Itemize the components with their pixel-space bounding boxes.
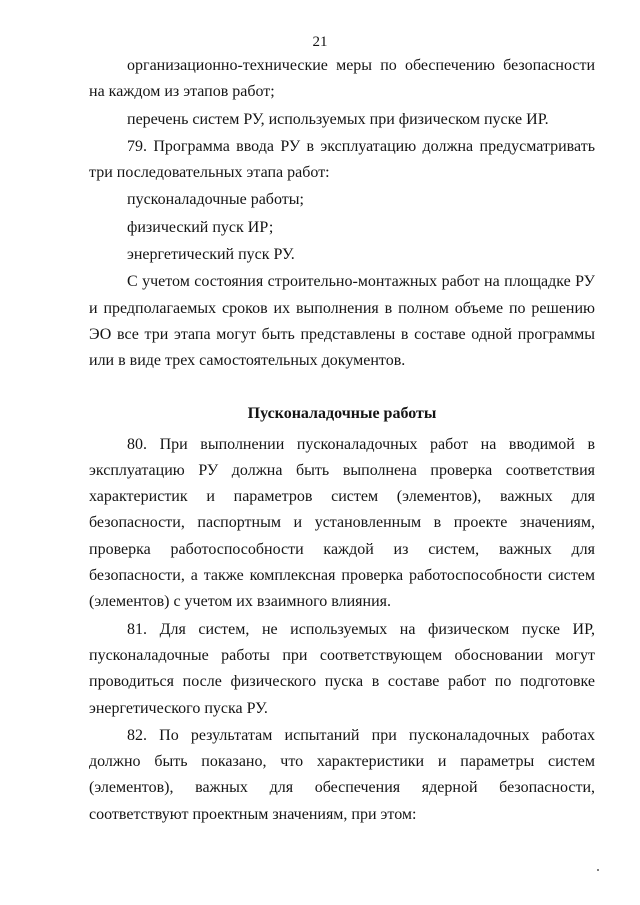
paragraph-81: 81. Для систем, не используемых на физическом пуске ИР, пусконаладочные работы при соответствующем обосновании могут проводиться после физического пуска в составе работ по подготовке энергетического пуска РУ. — [89, 620, 595, 717]
list-item-commissioning: пусконаладочные работы; — [127, 191, 304, 209]
list-item-physical-startup: физический пуск ИР; — [127, 218, 274, 236]
paragraph-measures-continuation: на каждом из этапов работ; — [89, 83, 275, 101]
scan-speck — [597, 869, 599, 871]
list-item-power-startup: энергетический пуск РУ. — [127, 246, 295, 264]
paragraph-systems-list: перечень систем РУ, используемых при физическом пуске ИР. — [127, 110, 549, 128]
page-number: 21 — [312, 34, 328, 50]
paragraph-82: 82. По результатам испытаний при пусконаладочных работах должно быть показано, что характеристики и параметры систем (элементов), важных для обеспечения ядерной безопасности, соответствуют проектным значениям, при этом: — [89, 726, 595, 823]
paragraph-construction-state: С учетом состояния строительно-монтажных работ на площадке РУ и предполагаемых сроков их выполнения в полном объеме по решению ЭО все три этапа могут быть представлены в составе одной программы или в виде трех самостоятельных документов. — [89, 273, 595, 370]
paragraph-80: 80. При выполнении пусконаладочных работ на вводимой в эксплуатацию РУ должна быть выполнена проверка соответствия характеристик и параметров систем (элементов), важных для безопасности, паспортным и установленным в проекте значениям, проверка работоспособности каждой из систем, важных для безопасности, а также комплексная проверка работоспособности систем (элементов) с учетом их взаимного влияния. — [89, 435, 595, 611]
paragraph-measures-line: организационно-технические меры по обеспечению безопасности — [127, 57, 595, 74]
page-content — [89, 53, 595, 828]
section-heading: Пусконаладочные работы — [247, 404, 437, 422]
paragraph-79: 79. Программа ввода РУ в эксплуатацию должна предусматривать три последовательных этапа работ: — [89, 137, 595, 182]
